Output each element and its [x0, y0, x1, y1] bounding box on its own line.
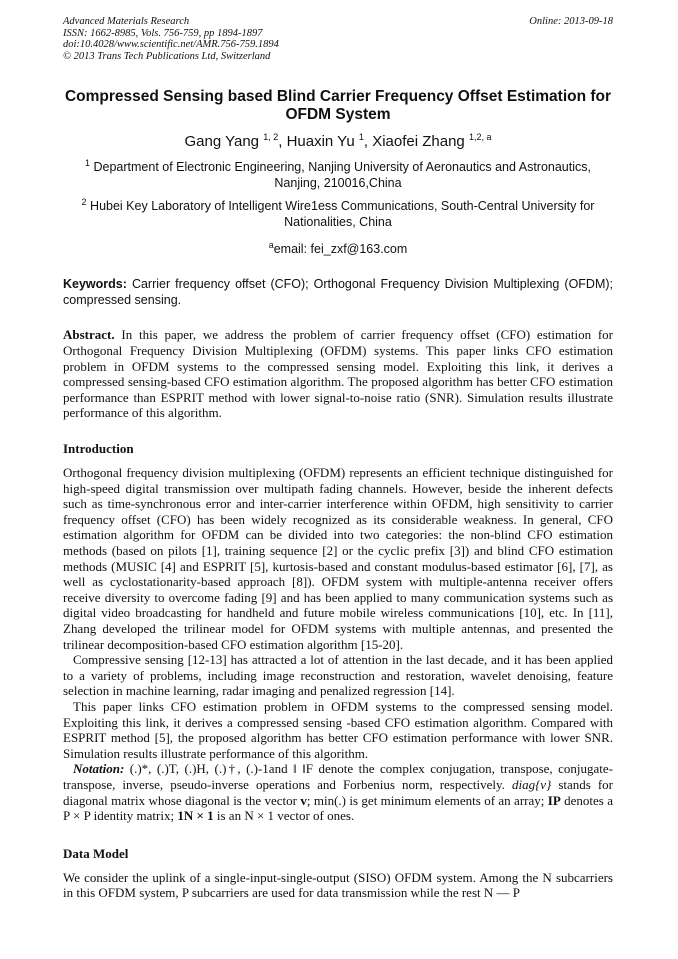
keywords-text: Carrier frequency offset (CFO); Orthogonal Frequency Division Multiplexing (OFDM); compressed sensing.	[63, 277, 613, 308]
affiliation-sup: 2	[81, 197, 87, 208]
author-sup: 1,2, a	[468, 132, 492, 142]
notation-label: Notation:	[73, 761, 125, 777]
affiliation-2	[63, 195, 613, 230]
notation-ones: 1N × 1	[177, 808, 214, 824]
author-name: Gang Yang	[184, 133, 260, 150]
author-email	[63, 240, 613, 256]
keywords	[63, 276, 613, 308]
author-name: Xiaofei Zhang	[372, 133, 465, 150]
notation-diag-text: stands for diagonal matrix whose diagonal is the vector	[63, 776, 614, 808]
online-date: Online: 2013-09-18	[529, 16, 613, 27]
notation-diag: diag{v}	[511, 776, 552, 792]
notation-operators: (.)*, (.)T, (.)H, (.)†, (.)-1and ‖ ‖F	[129, 761, 314, 777]
notation-paragraph	[63, 761, 613, 823]
paper-title: Compressed Sensing based Blind Carrier Frequency Offset Estimation for OFDM System	[64, 88, 612, 123]
email-sup: a	[268, 240, 274, 251]
abstract-text: In this paper, we address the problem of carrier frequency offset (CFO) estimation for Orthogonal Frequency Division Multiplexing (OFDM) systems. This paper links CFO estimation problem in OFDM systems to the compressed sensing model. Exploiting this link, it derives a compressed sensing-based CFO estimation algorithm. The proposed algorithm has better CFO estimation performance than ESPRIT method with lower signal-to-noise ratio (SNR). Simulation results illustrate performance of this algorithm.	[63, 327, 613, 421]
author-sup: 1, 2	[263, 132, 279, 142]
notation-ones-text: is an N × 1 vector of ones.	[216, 808, 355, 824]
section-heading-data-model: Data Model	[63, 845, 129, 861]
notation-text: denote the complex conjugation, transpose, conjugate-transpose, inverse, pseudo-inverse operations and Forbenius norm, respectively.	[63, 761, 613, 792]
journal-name: Advanced Materials Research	[63, 16, 190, 27]
affiliation-1	[63, 156, 613, 191]
notation-identity: IP	[547, 792, 561, 808]
notation-identity-text: denotes a P × P identity matrix;	[63, 792, 614, 824]
author-sup: 1	[358, 132, 364, 142]
issn-line: ISSN: 1662-8985, Vols. 756-759, pp 1894-1897	[63, 27, 263, 39]
affiliation-sup: 1	[85, 158, 91, 168]
journal-header	[63, 16, 613, 62]
abstract	[63, 327, 613, 421]
data-model-paragraph-1: We consider the uplink of a single-input-single-output (SISO) OFDM system. Among the N subcarriers in this OFDM system, P subcarriers are used for data transmission while the rest N — P	[63, 869, 613, 901]
author-name: Huaxin Yu	[286, 133, 355, 150]
intro-paragraph-1: Orthogonal frequency division multiplexing (OFDM) represents an efficient technique distinguished for high-speed digital transmission over multipath fading channels. However, beside the inherent defects such as time-synchronous error and inter-carrier interference within OFDM, high sensitivity to carrier frequency offset (CFO) has been widely recognized as its considerable weakness. In general, CFO estimation algorithm for OFDM can be divided into two categories: the non-blind CFO estimation methods (based on pilots [1], training sequence [2] or the cyclic prefix [3]) and blind CFO estimation methods (MUSIC [4] and ESPRIT [5], kurtosis-based and constant modulus-based estimator [6], [7], as well as cyclostationarity-based approach [8]). OFDM system with multiple-antenna receiver offers receive diversity to overcome fading [9] and has been applied to many communication systems such as digital video broadcasting for handheld and future mobile wireless communications [10], etc. In [11], Zhang developed the trilinear model for OFDM systems with multiple antennas, and presented the trilinear decomposition-based CFO estimation algorithm [15-20].	[63, 465, 613, 652]
notation-min: ; min(.) is get minimum elements of an array;	[306, 792, 545, 808]
affiliation-text: Department of Electronic Engineering, Nanjing University of Aeronautics and Astronautics, Nanjing, 210016,China	[93, 160, 591, 190]
keywords-label: Keywords:	[63, 277, 127, 292]
intro-paragraph-2: Compressive sensing [12-13] has attracted a lot of attention in the last decade, and it has been applied to a variety of problems, including image reconstruction and restoration, wavelet denoising, feature selection in machine learning, radar imaging and penalized regression [14].	[63, 652, 613, 699]
copyright-line: © 2013 Trans Tech Publications Ltd, Switzerland	[63, 50, 271, 62]
intro-paragraph-3: This paper links CFO estimation problem in OFDM systems to the compressed sensing model. Exploiting this link, it derives a compressed sensing -based CFO estimation algorithm. Compared with ESPRIT method [5], the proposed algorithm has better CFO estimation performance with lower SNR. Simulation results illustrate performance of this algorithm.	[63, 698, 613, 761]
doi-line[interactable]: doi:10.4028/www.scientific.net/AMR.756-759.1894	[63, 39, 279, 50]
author-list: Gang Yang $^{1, 2}$, Huaxin Yu $^1$, Xiaofei Zhang $^{1,2, a}$	[184, 132, 492, 150]
section-heading-introduction: Introduction	[63, 441, 134, 457]
abstract-label: Abstract.	[63, 327, 115, 343]
affiliation-text: Hubei Key Laboratory of Intelligent Wire1ess Communications, South-Central University for Nationalities, China	[90, 199, 595, 229]
paper-page	[63, 16, 613, 901]
email-text[interactable]: email: fei_zxf@163.com	[273, 242, 408, 257]
notation-vector: v	[300, 792, 307, 808]
